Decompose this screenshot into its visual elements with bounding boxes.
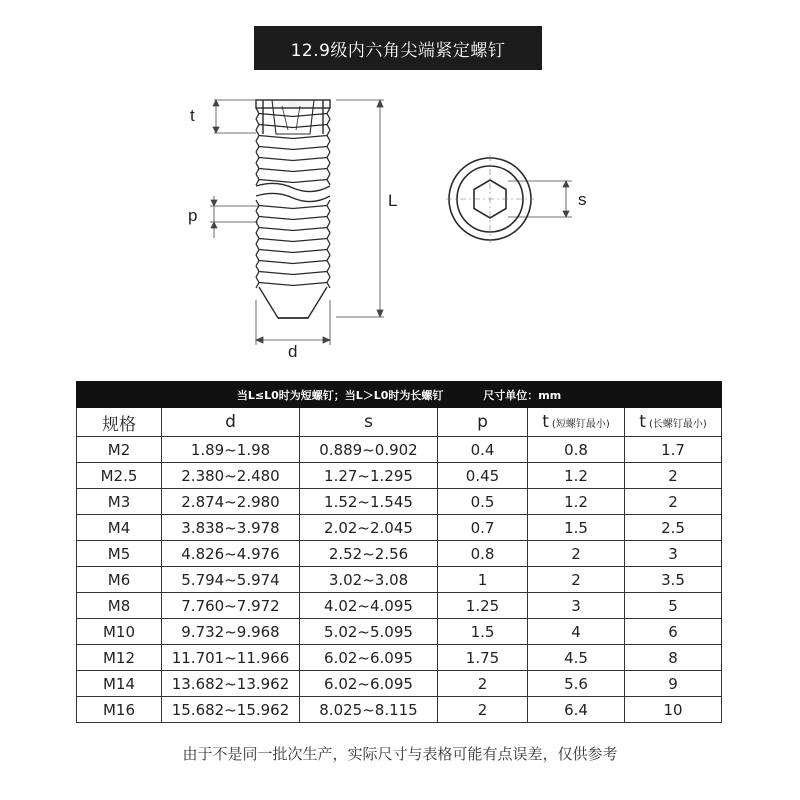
cell-p: 0.5	[438, 489, 528, 515]
cell-d: 4.826~4.976	[162, 541, 300, 567]
cell-d: 15.682~15.962	[162, 697, 300, 723]
cell-d: 7.760~7.972	[162, 593, 300, 619]
cell-t-long: 1.7	[625, 437, 722, 463]
dim-label-d: d	[288, 342, 298, 361]
cell-d: 13.682~13.962	[162, 671, 300, 697]
cell-t-long: 10	[625, 697, 722, 723]
col-header-t-long-main: t	[639, 412, 646, 432]
cell-spec: M6	[77, 567, 162, 593]
cell-p: 1.25	[438, 593, 528, 619]
table-row	[77, 541, 722, 567]
cell-t-long: 2	[625, 489, 722, 515]
cell-p: 1.75	[438, 645, 528, 671]
cell-t-long: 3	[625, 541, 722, 567]
screw-side-view	[256, 100, 330, 318]
cell-t-long: 2	[625, 463, 722, 489]
cell-spec: M4	[77, 515, 162, 541]
cell-t-long: 3.5	[625, 567, 722, 593]
cell-p: 0.7	[438, 515, 528, 541]
table-row	[77, 697, 722, 723]
cell-t-short: 2	[528, 567, 625, 593]
cell-spec: M16	[77, 697, 162, 723]
cell-p: 1	[438, 567, 528, 593]
cell-t-long: 8	[625, 645, 722, 671]
dim-label-L: L	[388, 191, 398, 210]
cell-t-short: 2	[528, 541, 625, 567]
cell-t-long: 5	[625, 593, 722, 619]
col-header-t-long	[625, 408, 722, 437]
cell-s: 5.02~5.095	[300, 619, 438, 645]
table-row	[77, 489, 722, 515]
table-row	[77, 567, 722, 593]
cell-s: 3.02~3.08	[300, 567, 438, 593]
table-row	[77, 463, 722, 489]
cell-spec: M10	[77, 619, 162, 645]
table-row	[77, 619, 722, 645]
cell-s: 1.27~1.295	[300, 463, 438, 489]
dim-label-t: t	[190, 106, 195, 125]
cell-s: 1.52~1.545	[300, 489, 438, 515]
cell-p: 0.8	[438, 541, 528, 567]
cell-p: 0.4	[438, 437, 528, 463]
cell-spec: M2	[77, 437, 162, 463]
col-header-p: p	[438, 408, 528, 437]
cell-d: 11.701~11.966	[162, 645, 300, 671]
dim-label-p: p	[188, 206, 198, 225]
cell-s: 6.02~6.095	[300, 671, 438, 697]
unit-text: 尺寸单位：mm	[483, 388, 562, 402]
screw-end-view	[446, 155, 534, 243]
cell-s: 0.889~0.902	[300, 437, 438, 463]
cell-t-short: 0.8	[528, 437, 625, 463]
cell-t-long: 2.5	[625, 515, 722, 541]
dim-label-s: s	[578, 190, 587, 209]
screw-technical-drawing	[0, 0, 800, 370]
cell-d: 2.380~2.480	[162, 463, 300, 489]
table-row	[77, 515, 722, 541]
col-header-s: s	[300, 408, 438, 437]
col-header-spec: 规格	[77, 408, 162, 437]
column-header-row	[77, 408, 722, 437]
cell-p: 2	[438, 697, 528, 723]
cell-d: 2.874~2.980	[162, 489, 300, 515]
cell-d: 1.89~1.98	[162, 437, 300, 463]
cell-s: 4.02~4.095	[300, 593, 438, 619]
cell-s: 2.52~2.56	[300, 541, 438, 567]
cell-t-short: 5.6	[528, 671, 625, 697]
cell-spec: M2.5	[77, 463, 162, 489]
cell-p: 0.45	[438, 463, 528, 489]
cell-t-short: 1.2	[528, 489, 625, 515]
table-caption-row	[77, 382, 722, 408]
cell-t-short: 6.4	[528, 697, 625, 723]
condition-text: 当L≤L0时为短螺钉；当L＞L0时为长螺钉	[236, 388, 444, 402]
cell-d: 9.732~9.968	[162, 619, 300, 645]
col-header-t-short	[528, 408, 625, 437]
cell-t-short: 4	[528, 619, 625, 645]
table-row	[77, 645, 722, 671]
cell-s: 6.02~6.095	[300, 645, 438, 671]
cell-s: 2.02~2.045	[300, 515, 438, 541]
col-header-t-short-main: t	[542, 412, 549, 432]
col-header-d: d	[162, 408, 300, 437]
cell-t-long: 6	[625, 619, 722, 645]
cell-spec: M12	[77, 645, 162, 671]
table-row	[77, 437, 722, 463]
cell-s: 8.025~8.115	[300, 697, 438, 723]
cell-t-short: 1.5	[528, 515, 625, 541]
table-row	[77, 671, 722, 697]
cell-p: 1.5	[438, 619, 528, 645]
cell-spec: M3	[77, 489, 162, 515]
spec-table	[76, 381, 722, 723]
table-row	[77, 593, 722, 619]
page-title: 12.9级内六角尖端紧定螺钉	[254, 26, 542, 70]
cell-spec: M14	[77, 671, 162, 697]
cell-spec: M5	[77, 541, 162, 567]
cell-t-short: 4.5	[528, 645, 625, 671]
cell-t-long: 9	[625, 671, 722, 697]
dimension-lines	[210, 100, 572, 345]
cell-p: 2	[438, 671, 528, 697]
cell-t-short: 1.2	[528, 463, 625, 489]
col-header-t-short-sub: (短螺钉最小)	[551, 419, 610, 430]
cell-d: 3.838~3.978	[162, 515, 300, 541]
footnote: 由于不是同一批次生产，实际尺寸与表格可能有点误差，仅供参考	[182, 745, 618, 763]
cell-spec: M8	[77, 593, 162, 619]
cell-t-short: 3	[528, 593, 625, 619]
cell-d: 5.794~5.974	[162, 567, 300, 593]
col-header-t-long-sub: (长螺钉最小)	[648, 419, 707, 430]
